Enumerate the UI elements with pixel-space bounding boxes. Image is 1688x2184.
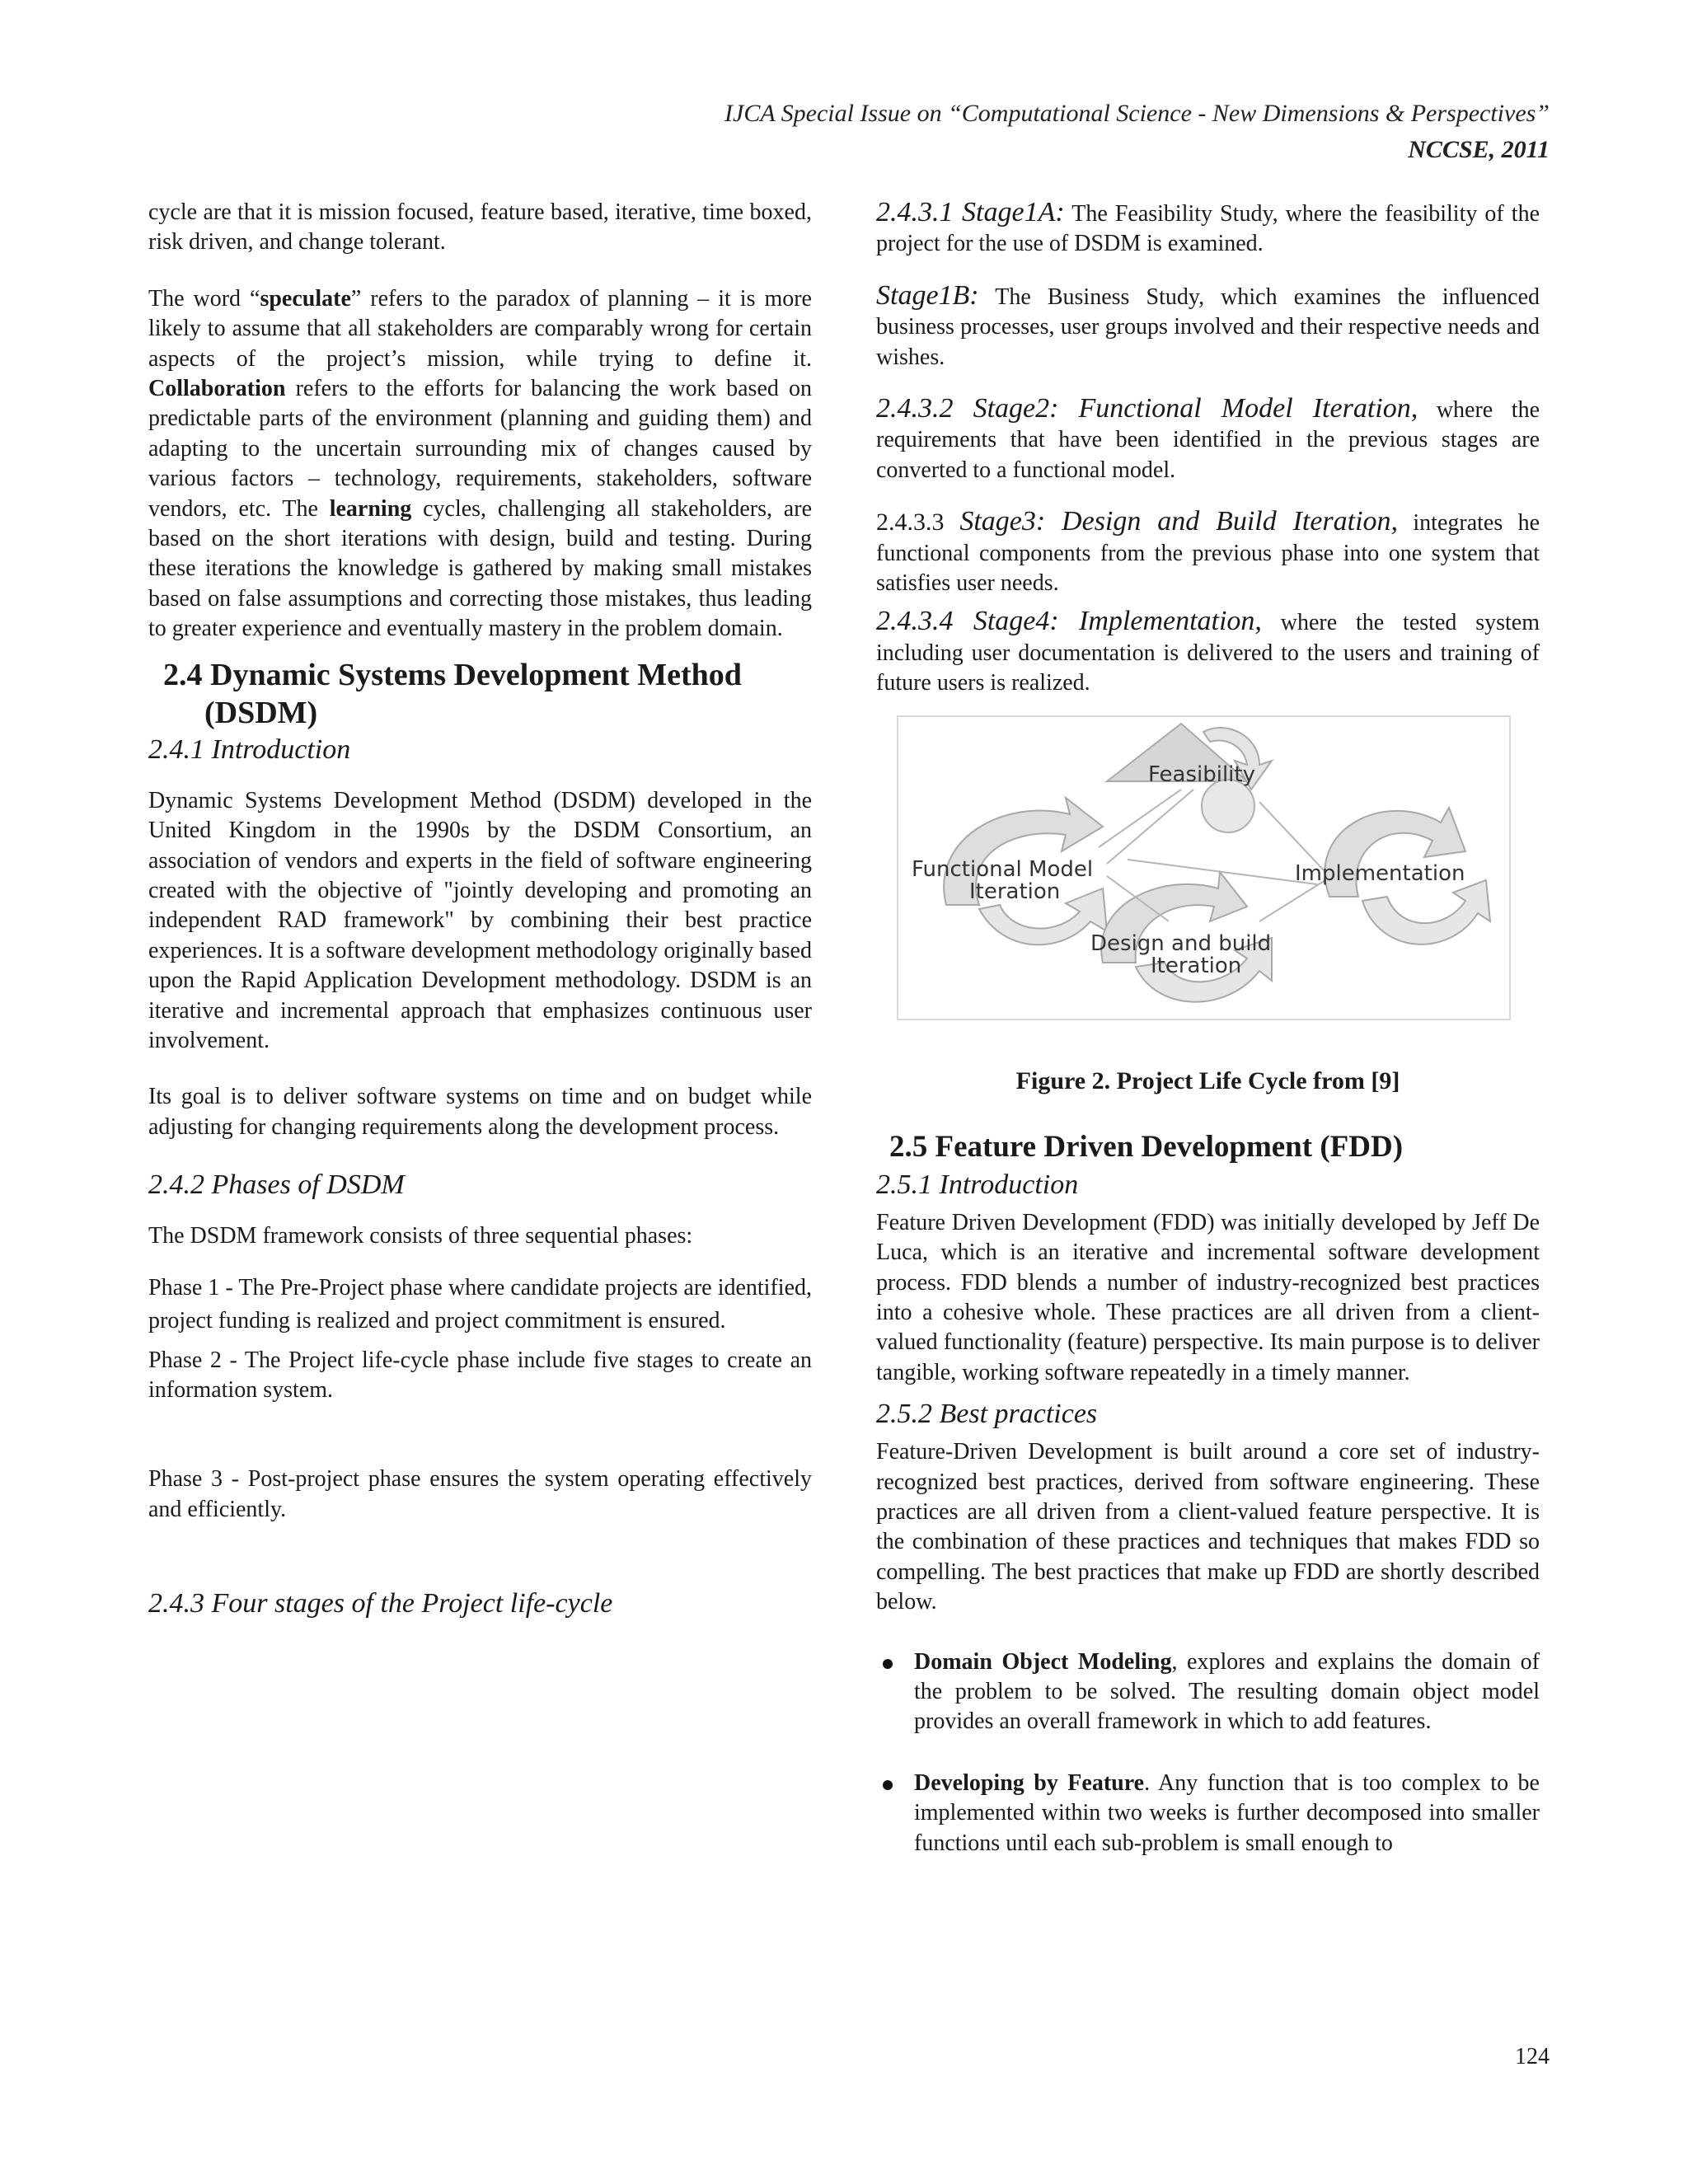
stage-1b-paragraph (876, 281, 1540, 373)
design-iteration-label: Iteration (1151, 953, 1242, 978)
term-collaboration: Collaboration (148, 376, 286, 402)
speculate-paragraph (148, 284, 812, 644)
stage-1b-title: Stage1B: (876, 279, 979, 311)
heading-line: 2.4 Dynamic Systems Development Method (163, 657, 742, 692)
section-2-4-2-heading: 2.4.2 Phases of DSDM (148, 1169, 405, 1201)
best-practices-paragraph: Feature-Driven Development is built around a core set of industry-recognized best practices, derived from software engineering. These practices are all driven from a client-valued feature perspective. It is the combination of these practices and techniques that makes FDD so compelling. The best practices that make up FDD are shortly described below. (876, 1439, 1540, 1615)
life-cycle-diagram (897, 715, 1511, 1020)
stage-1b-text: The Business Study, which examines the influenced business processes, user groups involved and their respective needs and wishes. (876, 284, 1540, 370)
stage-1a-paragraph (876, 198, 1540, 260)
asd-intro-paragraph: cycle are that it is mission focused, feature based, iterative, time boxed, risk driven, and change tolerant. (148, 199, 812, 255)
journal-title: IJCA Special Issue on “Computational Science - New Dimensions & Perspectives” (724, 100, 1550, 127)
conference-name: NCCSE, 2011 (1408, 136, 1550, 163)
practice-description: , explores and explains the domain of the problem to be solved. The resulting domain object model provides an overall framework in which to add features. (914, 1648, 1540, 1735)
phase-3-paragraph: Phase 3 - Post-project phase ensures the system operating effectively and efficiently. (148, 1466, 812, 1522)
stage-2-title: 2.4.3.2 Stage2: Functional Model Iteration, (876, 393, 1418, 424)
text-run: refers to the efforts for balancing the work based on predictable parts of the environment (planning and guiding them) and adapting to the uncertain surrounding mix of changes caused by various factors – technology, requirements, stakeholders, software vendors, etc. The (148, 376, 812, 522)
dsdm-goal-paragraph: Its goal is to deliver software systems on time and on budget while adjusting for changing requirements along the development process. (148, 1084, 812, 1140)
stage-4-text: where the tested system including user documentation is delivered to the users and training of future users is realized. (876, 610, 1540, 696)
stage-3-title: Stage3: Design and Build Iteration, (959, 506, 1399, 537)
stage-4-paragraph (876, 607, 1540, 698)
running-header (724, 96, 1550, 168)
text-run: The word “ (148, 285, 260, 312)
stage-4-title: 2.4.3.4 Stage4: Implementation, (876, 606, 1262, 637)
functional-iteration-label: Iteration (969, 879, 1061, 904)
stage-1a-title: 2.4.3.1 Stage1A: (876, 197, 1065, 227)
phases-intro-paragraph: The DSDM framework consists of three sequential phases: (148, 1223, 693, 1249)
text-run: ” refers to the paradox of planning – it is more likely to assume that all stakeholders are comparably wrong for certain aspects of the project’s mission, while trying to define it. (148, 285, 812, 372)
bullet-icon (883, 1659, 893, 1669)
dsdm-intro-paragraph: Dynamic Systems Development Method (DSDM) developed in the United Kingdom in the 1990s by the DSDM Consortium, an association of vendors and experts in the field of software engineering created with the objective of "jointly developing and promoting an independent RAD framework" by combining their best practice experiences. It is a software development methodology originally based upon the Rapid Application Development methodology. DSDM is an iterative and incremental approach that emphasizes continuous user involvement. (148, 787, 812, 1053)
stage-3-text: integrates he functional components from the previous phase into one system that satisfies user needs. (876, 510, 1540, 597)
left-column (148, 198, 812, 1622)
stage-3-paragraph (876, 507, 1540, 598)
design-build-label: Design and build (1090, 930, 1272, 956)
list-item (876, 1647, 1540, 1737)
right-column (876, 198, 1540, 1858)
term-speculate: speculate (260, 285, 351, 312)
list-item (876, 1769, 1540, 1858)
section-2-5-1-heading: 2.5.1 Introduction (876, 1169, 1079, 1200)
fdd-intro-paragraph: Feature Driven Development (FDD) was initially developed by Jeff De Luca, which is an iterative and incremental software development process. FDD blends a number of industry-recognized best practices into a cohesive whole. These practices are all driven from a client-valued functionality (feature) perspective. Its main purpose is to deliver tangible, working software repeatedly in a timely manner. (876, 1209, 1540, 1385)
stage-2-paragraph (876, 394, 1540, 485)
practice-name: Developing by Feature (914, 1769, 1145, 1796)
project-life-cycle-figure (897, 715, 1511, 1020)
bullet-icon (883, 1780, 893, 1790)
section-2-5-2-heading: 2.5.2 Best practices (876, 1399, 1098, 1430)
practice-description: . Any function that is too complex to be implemented within two weeks is further decomposed into smaller functions until each sub-problem is small enough to (914, 1769, 1540, 1856)
section-2-4-heading (148, 656, 812, 732)
stage-2-text: where the requirements that have been identified in the previous stages are converted to a functional model. (876, 397, 1540, 483)
functional-model-label: Functional Model (912, 856, 1094, 882)
feasibility-label: Feasibility (1148, 762, 1255, 787)
page-number: 124 (1515, 2044, 1550, 2069)
term-learning: learning (329, 495, 412, 522)
implementation-label: Implementation (1295, 860, 1465, 886)
stage-1a-text: The Feasibility Study, where the feasibility of the project for the use of DSDM is examined. (876, 201, 1540, 257)
phase-1-paragraph: Phase 1 - The Pre-Project phase where candidate projects are identified, project funding is realized and project commitment is ensured. (148, 1274, 812, 1333)
figure-caption: Figure 2. Project Life Cycle from [9] (1015, 1066, 1400, 1094)
best-practices-list (876, 1647, 1540, 1858)
phase-2-paragraph: Phase 2 - The Project life-cycle phase include five stages to create an information system. (148, 1347, 812, 1403)
stage-3-number: 2.4.3.3 (876, 509, 960, 537)
section-2-4-1-heading: 2.4.1 Introduction (148, 733, 351, 765)
heading-line: (DSDM) (204, 695, 318, 730)
text-run: cycles, challenging all stakeholders, are based on the short iterations with design, build and testing. During these iterations the knowledge is gathered by making small mistakes based on false assumptions and correcting those mistakes, thus leading to greater experience and eventually mastery in the problem domain. (148, 495, 812, 642)
practice-name: Domain Object Modeling (914, 1648, 1172, 1675)
section-2-4-3-heading: 2.4.3 Four stages of the Project life-cycle (148, 1588, 613, 1619)
section-2-5-heading: 2.5 Feature Driven Development (FDD) (889, 1129, 1404, 1164)
